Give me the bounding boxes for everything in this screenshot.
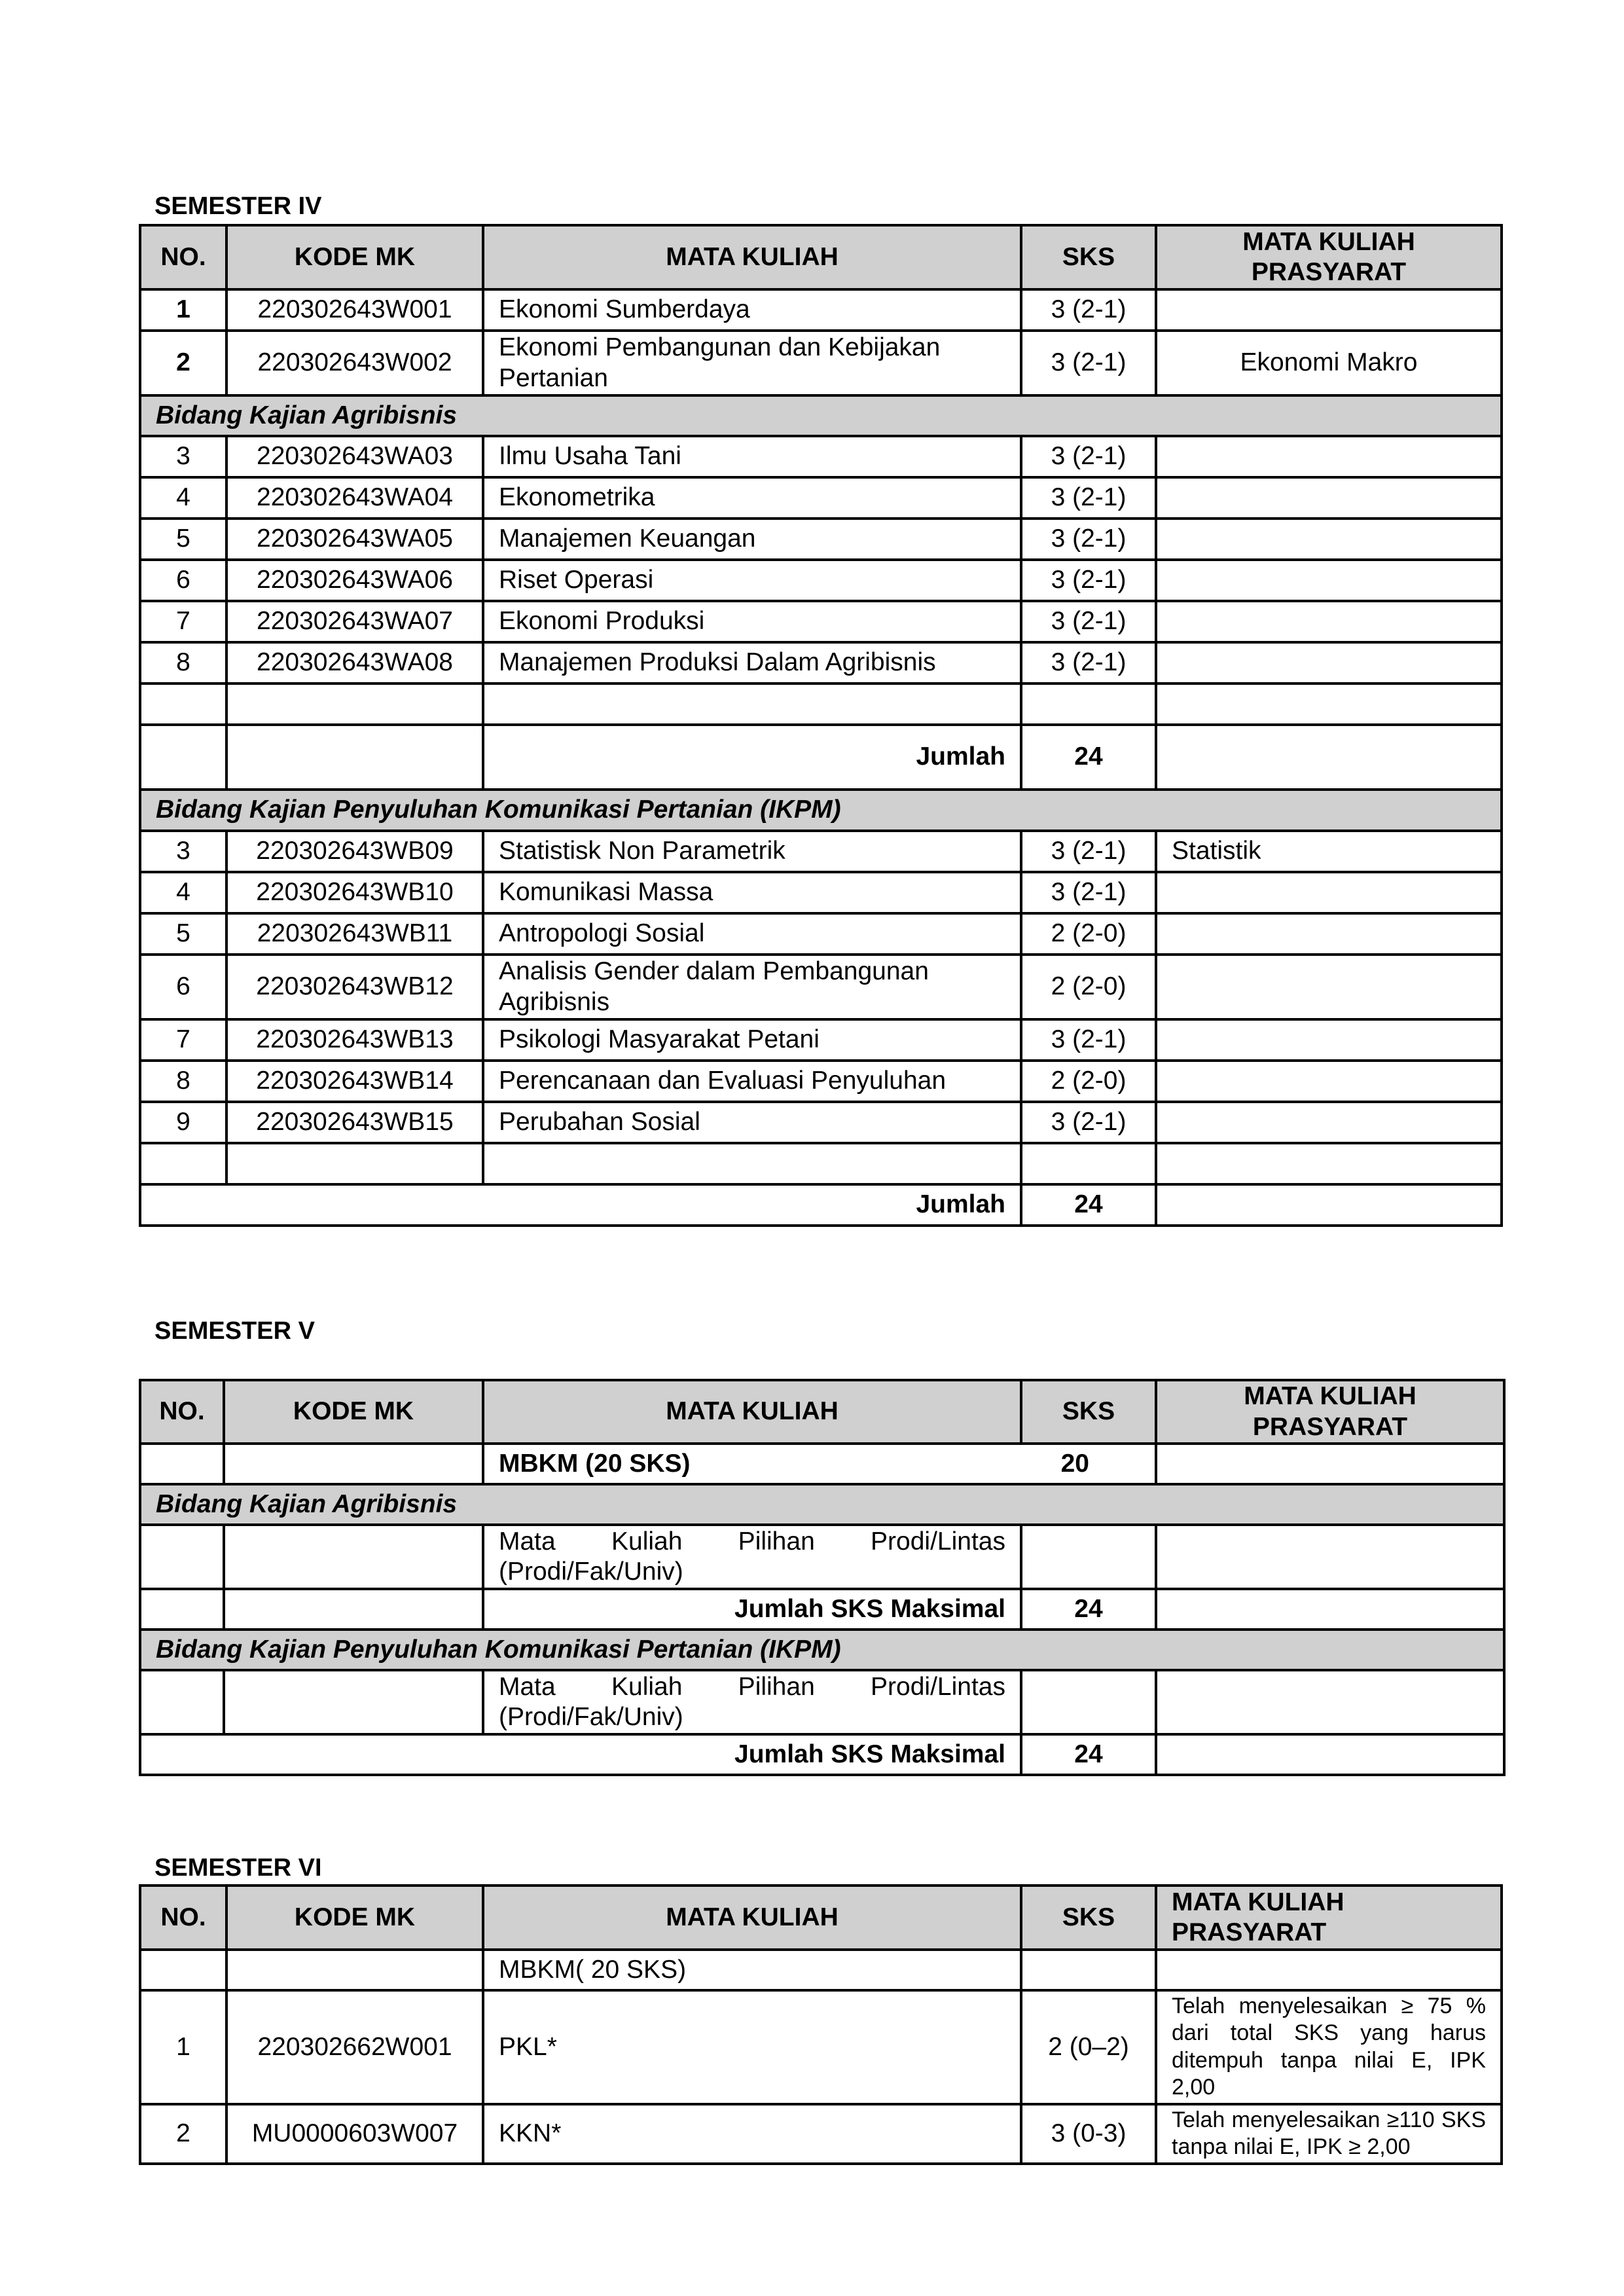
total-value: 24 bbox=[1021, 725, 1156, 790]
total-label: Jumlah SKS Maksimal bbox=[483, 1589, 1021, 1630]
row-prasyarat: Ekonomi Makro bbox=[1156, 331, 1502, 395]
empty-cell bbox=[224, 1589, 483, 1630]
row-mk: Statistisk Non Parametrik bbox=[483, 831, 1021, 872]
group-title: Bidang Kajian Penyuluhan Komunikasi Pertanian (IKPM) bbox=[140, 1630, 1504, 1670]
row-prasyarat bbox=[1156, 601, 1502, 642]
row-prasyarat bbox=[1156, 955, 1502, 1019]
row-kode: 220302643WB11 bbox=[226, 913, 483, 955]
row-sks: 3 (2-1) bbox=[1021, 601, 1156, 642]
empty-cell bbox=[1156, 1670, 1504, 1734]
row-prasyarat bbox=[1156, 1102, 1502, 1143]
empty-cell bbox=[1156, 1734, 1504, 1775]
empty-cell bbox=[140, 1670, 224, 1734]
col-kode-header: KODE MK bbox=[226, 1886, 483, 1950]
row-kode: 220302643WB10 bbox=[226, 872, 483, 913]
group-header-ikpm bbox=[140, 1630, 1504, 1670]
elective-line-1: Mata Kuliah Pilihan Prodi/Lintas bbox=[499, 1672, 1005, 1701]
row-mk: Psikologi Masyarakat Petani bbox=[483, 1019, 1021, 1061]
col-kode-header: KODE MK bbox=[224, 1380, 483, 1444]
mbkm-label: MBKM (20 SKS) bbox=[499, 1449, 691, 1478]
row-no: 6 bbox=[140, 955, 226, 1019]
row-no: 3 bbox=[140, 831, 226, 872]
semester-vi-title: SEMESTER VI bbox=[154, 1854, 322, 1882]
row-prasyarat: Telah menyelesaikan ≥ 75 % dari total SKS yang harus ditempuh tanpa nilai E, IPK 2,00 bbox=[1156, 1990, 1502, 2104]
header-row bbox=[140, 225, 1502, 289]
row-sks: 3 (2-1) bbox=[1021, 331, 1156, 395]
row-kode: 220302643WA05 bbox=[226, 519, 483, 560]
row-sks: 3 (2-1) bbox=[1021, 872, 1156, 913]
row-kode: 220302643WA03 bbox=[226, 436, 483, 477]
row-no: 3 bbox=[140, 436, 226, 477]
row-mk: KKN* bbox=[483, 2104, 1021, 2164]
empty-cell bbox=[140, 1444, 224, 1484]
table-row bbox=[140, 955, 1502, 1019]
group-title: Bidang Kajian Agribisnis bbox=[140, 395, 1502, 436]
row-kode: 220302643WA04 bbox=[226, 477, 483, 519]
total-value: 24 bbox=[1021, 1734, 1156, 1775]
row-mk: Antropologi Sosial bbox=[483, 913, 1021, 955]
col-prasyarat-header: MATA KULIAH PRASYARAT bbox=[1156, 1886, 1502, 1950]
col-no-header: NO. bbox=[140, 225, 226, 289]
table-row bbox=[140, 642, 1502, 683]
col-no-header: NO. bbox=[140, 1380, 224, 1444]
table-row bbox=[140, 436, 1502, 477]
col-mk-header: MATA KULIAH bbox=[483, 1886, 1021, 1950]
row-kode: 220302662W001 bbox=[226, 1990, 483, 2104]
row-mk: Manajemen Produksi Dalam Agribisnis bbox=[483, 642, 1021, 683]
row-sks: 3 (2-1) bbox=[1021, 642, 1156, 683]
row-kode: MU0000603W007 bbox=[226, 2104, 483, 2164]
empty-cell bbox=[1156, 1444, 1504, 1484]
row-no: 8 bbox=[140, 642, 226, 683]
row-no: 2 bbox=[140, 2104, 226, 2164]
row-mk: Riset Operasi bbox=[483, 560, 1021, 601]
table-row bbox=[140, 1061, 1502, 1102]
row-sks: 3 (0-3) bbox=[1021, 2104, 1156, 2164]
group-header-agribisnis bbox=[140, 395, 1502, 436]
row-mk: Perubahan Sosial bbox=[483, 1102, 1021, 1143]
total-row bbox=[140, 1184, 1502, 1226]
empty-cell bbox=[224, 1525, 483, 1589]
semester-vi-table bbox=[139, 1884, 1503, 2165]
row-no: 5 bbox=[140, 519, 226, 560]
table-row bbox=[140, 601, 1502, 642]
mbkm-sks: 20 bbox=[1060, 1449, 1089, 1478]
empty-cell bbox=[483, 683, 1021, 725]
empty-cell bbox=[1156, 1184, 1502, 1226]
empty-cell bbox=[226, 725, 483, 790]
row-kode: 220302643WB14 bbox=[226, 1061, 483, 1102]
col-prasyarat-header: MATA KULIAH PRASYARAT bbox=[1156, 225, 1502, 289]
row-sks: 3 (2-1) bbox=[1021, 1019, 1156, 1061]
row-mk: Perencanaan dan Evaluasi Penyuluhan bbox=[483, 1061, 1021, 1102]
elective-row bbox=[140, 1670, 1504, 1734]
row-sks: 3 (2-1) bbox=[1021, 436, 1156, 477]
row-sks: 2 (2-0) bbox=[1021, 913, 1156, 955]
total-label: Jumlah bbox=[140, 1184, 1021, 1226]
total-label: Jumlah bbox=[483, 725, 1021, 790]
row-no: 7 bbox=[140, 601, 226, 642]
row-sks: 2 (2-0) bbox=[1021, 1061, 1156, 1102]
row-sks: 3 (2-1) bbox=[1021, 289, 1156, 331]
col-mk-header: MATA KULIAH bbox=[483, 225, 1021, 289]
header-row bbox=[140, 1886, 1502, 1950]
row-no: 6 bbox=[140, 560, 226, 601]
row-kode: 220302643WA07 bbox=[226, 601, 483, 642]
row-kode: 220302643WB13 bbox=[226, 1019, 483, 1061]
semester-v-title: SEMESTER V bbox=[154, 1317, 315, 1345]
row-sks: 2 (2-0) bbox=[1021, 955, 1156, 1019]
elective-cell bbox=[483, 1670, 1021, 1734]
empty-cell bbox=[140, 683, 226, 725]
empty-cell bbox=[1021, 1670, 1156, 1734]
empty-cell bbox=[1021, 1950, 1156, 1990]
table-row bbox=[140, 831, 1502, 872]
empty-cell bbox=[226, 1143, 483, 1184]
row-no: 2 bbox=[140, 331, 226, 395]
elective-line-1: Mata Kuliah Pilihan Prodi/Lintas bbox=[499, 1527, 1005, 1556]
col-mk-header: MATA KULIAH bbox=[483, 1380, 1021, 1444]
empty-cell bbox=[1021, 1525, 1156, 1589]
empty-cell bbox=[140, 1950, 226, 1990]
empty-cell bbox=[1021, 1143, 1156, 1184]
row-mk: PKL* bbox=[483, 1990, 1021, 2104]
table-row bbox=[140, 872, 1502, 913]
row-mk: Analisis Gender dalam Pembangunan Agribisnis bbox=[483, 955, 1021, 1019]
table-row bbox=[140, 519, 1502, 560]
mbkm-cell bbox=[483, 1444, 1156, 1484]
row-no: 1 bbox=[140, 289, 226, 331]
row-mk: Ilmu Usaha Tani bbox=[483, 436, 1021, 477]
empty-cell bbox=[1021, 683, 1156, 725]
semester-v-table bbox=[139, 1379, 1506, 1776]
row-prasyarat bbox=[1156, 560, 1502, 601]
row-kode: 220302643WA06 bbox=[226, 560, 483, 601]
row-no: 9 bbox=[140, 1102, 226, 1143]
row-prasyarat bbox=[1156, 872, 1502, 913]
empty-row bbox=[140, 1143, 1502, 1184]
empty-cell bbox=[483, 1143, 1021, 1184]
table-row bbox=[140, 289, 1502, 331]
row-sks: 3 (2-1) bbox=[1021, 1102, 1156, 1143]
row-kode: 220302643WB12 bbox=[226, 955, 483, 1019]
table-row bbox=[140, 477, 1502, 519]
col-prasyarat-header: MATA KULIAH PRASYARAT bbox=[1156, 1380, 1504, 1444]
elective-line-2: (Prodi/Fak/Univ) bbox=[499, 1558, 683, 1586]
row-no: 4 bbox=[140, 872, 226, 913]
elective-row bbox=[140, 1525, 1504, 1589]
row-sks: 2 (0–2) bbox=[1021, 1990, 1156, 2104]
table-row bbox=[140, 1019, 1502, 1061]
empty-cell bbox=[1156, 1143, 1502, 1184]
row-kode: 220302643W001 bbox=[226, 289, 483, 331]
empty-cell bbox=[140, 1525, 224, 1589]
row-sks: 3 (2-1) bbox=[1021, 477, 1156, 519]
empty-cell bbox=[224, 1670, 483, 1734]
table-row bbox=[140, 913, 1502, 955]
semester-iv-title: SEMESTER IV bbox=[154, 192, 322, 220]
semester-iv-table bbox=[139, 224, 1503, 1227]
row-mk: Ekonometrika bbox=[483, 477, 1021, 519]
table-row bbox=[140, 331, 1502, 395]
empty-cell bbox=[1156, 1525, 1504, 1589]
row-no: 1 bbox=[140, 1990, 226, 2104]
row-no: 4 bbox=[140, 477, 226, 519]
row-kode: 220302643WA08 bbox=[226, 642, 483, 683]
table-row bbox=[140, 1102, 1502, 1143]
row-sks: 3 (2-1) bbox=[1021, 831, 1156, 872]
mbkm-label: MBKM( 20 SKS) bbox=[483, 1950, 1021, 1990]
total-row bbox=[140, 725, 1502, 790]
empty-cell bbox=[1156, 683, 1502, 725]
table-row bbox=[140, 560, 1502, 601]
row-no: 7 bbox=[140, 1019, 226, 1061]
row-no: 8 bbox=[140, 1061, 226, 1102]
empty-row bbox=[140, 683, 1502, 725]
row-mk: Ekonomi Pembangunan dan Kebijakan Pertanian bbox=[483, 331, 1021, 395]
col-sks-header: SKS bbox=[1021, 1886, 1156, 1950]
row-mk: Manajemen Keuangan bbox=[483, 519, 1021, 560]
row-mk: Ekonomi Produksi bbox=[483, 601, 1021, 642]
empty-cell bbox=[226, 683, 483, 725]
empty-cell bbox=[140, 1589, 224, 1630]
row-mk: Ekonomi Sumberdaya bbox=[483, 289, 1021, 331]
col-kode-header: KODE MK bbox=[226, 225, 483, 289]
row-mk: Komunikasi Massa bbox=[483, 872, 1021, 913]
row-kode: 220302643W002 bbox=[226, 331, 483, 395]
header-row bbox=[140, 1380, 1504, 1444]
row-prasyarat: Telah menyelesaikan ≥110 SKS tanpa nilai E, IPK ≥ 2,00 bbox=[1156, 2104, 1502, 2164]
empty-cell bbox=[226, 1950, 483, 1990]
empty-cell bbox=[1156, 1950, 1502, 1990]
row-prasyarat bbox=[1156, 477, 1502, 519]
empty-cell bbox=[1156, 1589, 1504, 1630]
col-no-header: NO. bbox=[140, 1886, 226, 1950]
empty-cell bbox=[140, 1143, 226, 1184]
row-prasyarat bbox=[1156, 642, 1502, 683]
empty-cell bbox=[224, 1444, 483, 1484]
row-sks: 3 (2-1) bbox=[1021, 560, 1156, 601]
row-kode: 220302643WB15 bbox=[226, 1102, 483, 1143]
total-row bbox=[140, 1589, 1504, 1630]
row-prasyarat bbox=[1156, 289, 1502, 331]
row-prasyarat bbox=[1156, 436, 1502, 477]
total-value: 24 bbox=[1021, 1184, 1156, 1226]
col-sks-header: SKS bbox=[1021, 1380, 1156, 1444]
table-row bbox=[140, 2104, 1502, 2164]
mbkm-row bbox=[140, 1950, 1502, 1990]
empty-cell bbox=[1156, 725, 1502, 790]
empty-cell bbox=[140, 725, 226, 790]
total-label: Jumlah SKS Maksimal bbox=[140, 1734, 1021, 1775]
row-prasyarat bbox=[1156, 1019, 1502, 1061]
row-no: 5 bbox=[140, 913, 226, 955]
col-sks-header: SKS bbox=[1021, 225, 1156, 289]
row-sks: 3 (2-1) bbox=[1021, 519, 1156, 560]
group-header-agribisnis bbox=[140, 1484, 1504, 1525]
total-row bbox=[140, 1734, 1504, 1775]
elective-cell bbox=[483, 1525, 1021, 1589]
group-title: Bidang Kajian Penyuluhan Komunikasi Pertanian (IKPM) bbox=[140, 790, 1502, 831]
elective-line-2: (Prodi/Fak/Univ) bbox=[499, 1703, 683, 1731]
group-header-ikpm bbox=[140, 790, 1502, 831]
table-row bbox=[140, 1990, 1502, 2104]
row-prasyarat bbox=[1156, 913, 1502, 955]
row-kode: 220302643WB09 bbox=[226, 831, 483, 872]
row-prasyarat bbox=[1156, 1061, 1502, 1102]
row-prasyarat: Statistik bbox=[1156, 831, 1502, 872]
total-value: 24 bbox=[1021, 1589, 1156, 1630]
group-title: Bidang Kajian Agribisnis bbox=[140, 1484, 1504, 1525]
row-prasyarat bbox=[1156, 519, 1502, 560]
mbkm-row bbox=[140, 1444, 1504, 1484]
